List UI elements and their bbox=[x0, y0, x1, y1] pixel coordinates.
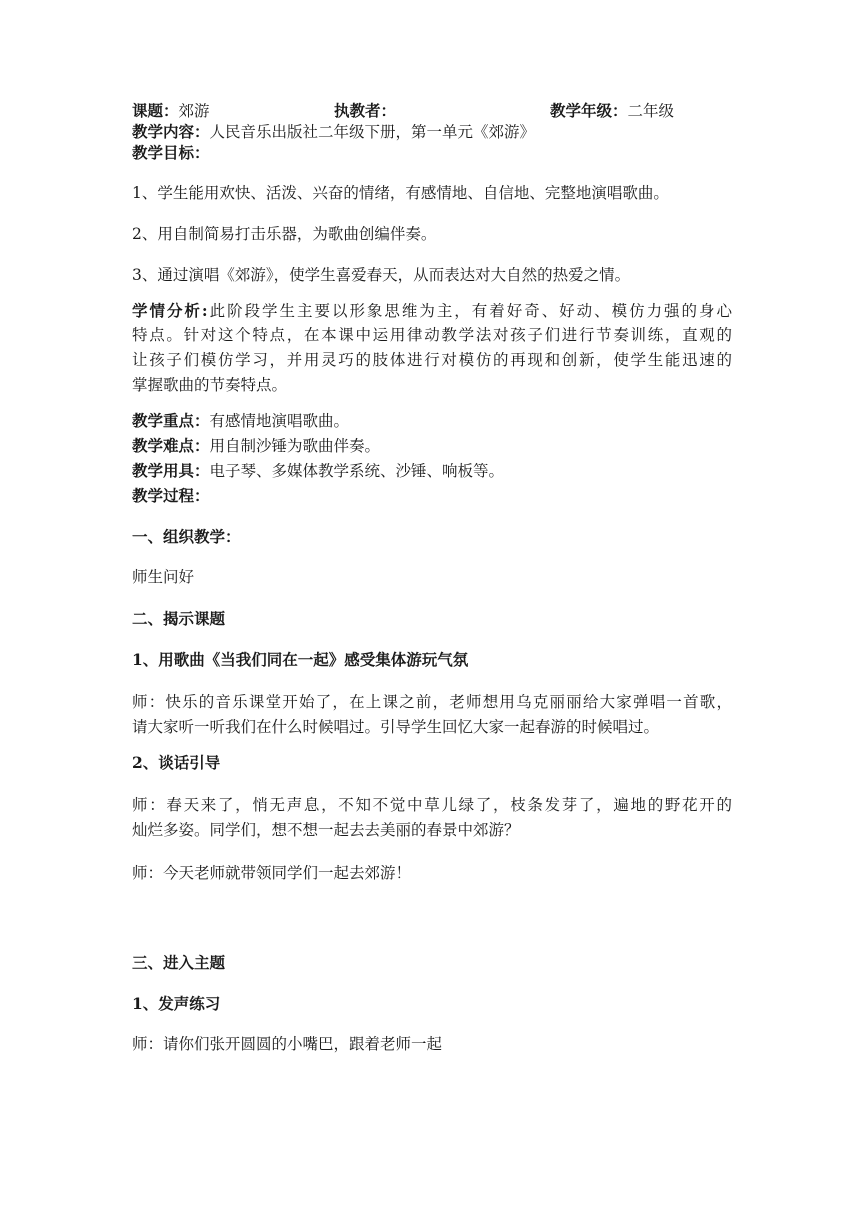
section-heading: 三、进入主题 bbox=[132, 953, 226, 972]
goal-item: 3、通过演唱《郊游》，使学生喜爱春天，从而表达对大自然的热爱之情。 bbox=[132, 266, 631, 284]
paragraph-line: 灿烂多姿。同学们，想不想一起去去美丽的春景中郊游？ bbox=[132, 821, 520, 839]
difficulties-value: 用自制沙锤为歌曲伴奏。 bbox=[209, 437, 381, 455]
paragraph-line: 师：春天来了，悄无声息，不知不觉中草儿绿了，枝条发芽了，遍地的野花开的 bbox=[132, 796, 732, 814]
teacher-field bbox=[334, 100, 396, 122]
analysis-line: 掌握歌曲的节奏特点。 bbox=[132, 376, 288, 394]
subsection-heading: 1、发声练习 bbox=[132, 994, 221, 1013]
content-line bbox=[132, 121, 732, 142]
grade-value: 二年级 bbox=[627, 102, 675, 120]
key-points-line bbox=[132, 410, 732, 431]
paragraph-line: 请大家听一听我们在什么时候唱过。引导学生回忆大家一起春游的时候唱过。 bbox=[132, 718, 660, 736]
lesson-plan bbox=[132, 100, 732, 1055]
subsection-heading: 2、谈话引导 bbox=[132, 753, 221, 772]
paragraph-line: 师：快乐的音乐课堂开始了，在上课之前，老师想用乌克丽丽给大家弹唱一首歌， bbox=[132, 693, 732, 711]
paragraph bbox=[132, 793, 732, 843]
analysis-line: 让孩子们模仿学习，并用灵巧的肢体进行对模仿的再现和创新，使学生能迅速的 bbox=[132, 351, 732, 369]
topic-field bbox=[132, 100, 210, 122]
analysis-line: 此阶段学生主要以形象思维为主，有着好奇、好动、模仿力强的身心 bbox=[207, 302, 732, 320]
header-row bbox=[132, 100, 732, 121]
paragraph bbox=[132, 690, 732, 740]
analysis-paragraph bbox=[132, 298, 732, 398]
section-text: 师：今天老师就带领同学们一起去郊游！ bbox=[132, 864, 412, 882]
tools-label: 教学用具： bbox=[132, 461, 210, 480]
goals-label: 教学目标： bbox=[132, 143, 210, 162]
section-text: 师：请你们张开圆圆的小嘴巴，跟着老师一起 bbox=[132, 1035, 443, 1053]
content-value: 人民音乐出版社二年级下册，第一单元《郊游》 bbox=[209, 123, 536, 141]
process-label: 教学过程： bbox=[132, 486, 210, 505]
goal-item: 2、用自制简易打击乐器，为歌曲创编伴奏。 bbox=[132, 225, 437, 243]
topic-label: 课题： bbox=[132, 101, 179, 120]
section-text: 师生问好 bbox=[132, 568, 195, 586]
grade-field bbox=[550, 100, 674, 122]
tools-value: 电子琴、多媒体教学系统、沙锤、响板等。 bbox=[209, 462, 505, 480]
grade-label: 教学年级： bbox=[550, 101, 628, 120]
goal-item: 1、学生能用欢快、活泼、兴奋的情绪，有感情地、自信地、完整地演唱歌曲。 bbox=[132, 184, 669, 202]
topic-value: 郊游 bbox=[178, 102, 210, 120]
difficulties-label: 教学难点： bbox=[132, 436, 210, 455]
section-heading: 二、揭示课题 bbox=[132, 609, 226, 628]
tools-line bbox=[132, 460, 732, 481]
analysis-line: 特点。针对这个特点，在本课中运用律动教学法对孩子们进行节奏训练，直观的 bbox=[132, 326, 732, 344]
key-points-value: 有感情地演唱歌曲。 bbox=[209, 412, 350, 430]
teacher-label: 执教者： bbox=[334, 101, 397, 120]
analysis-label: 学情分析: bbox=[132, 301, 208, 320]
section-heading: 一、组织教学： bbox=[132, 527, 241, 546]
difficulties-line bbox=[132, 435, 732, 456]
subsection-heading: 1、用歌曲《当我们同在一起》感受集体游玩气氛 bbox=[132, 650, 469, 669]
content-label: 教学内容： bbox=[132, 122, 210, 141]
key-points-label: 教学重点： bbox=[132, 411, 210, 430]
